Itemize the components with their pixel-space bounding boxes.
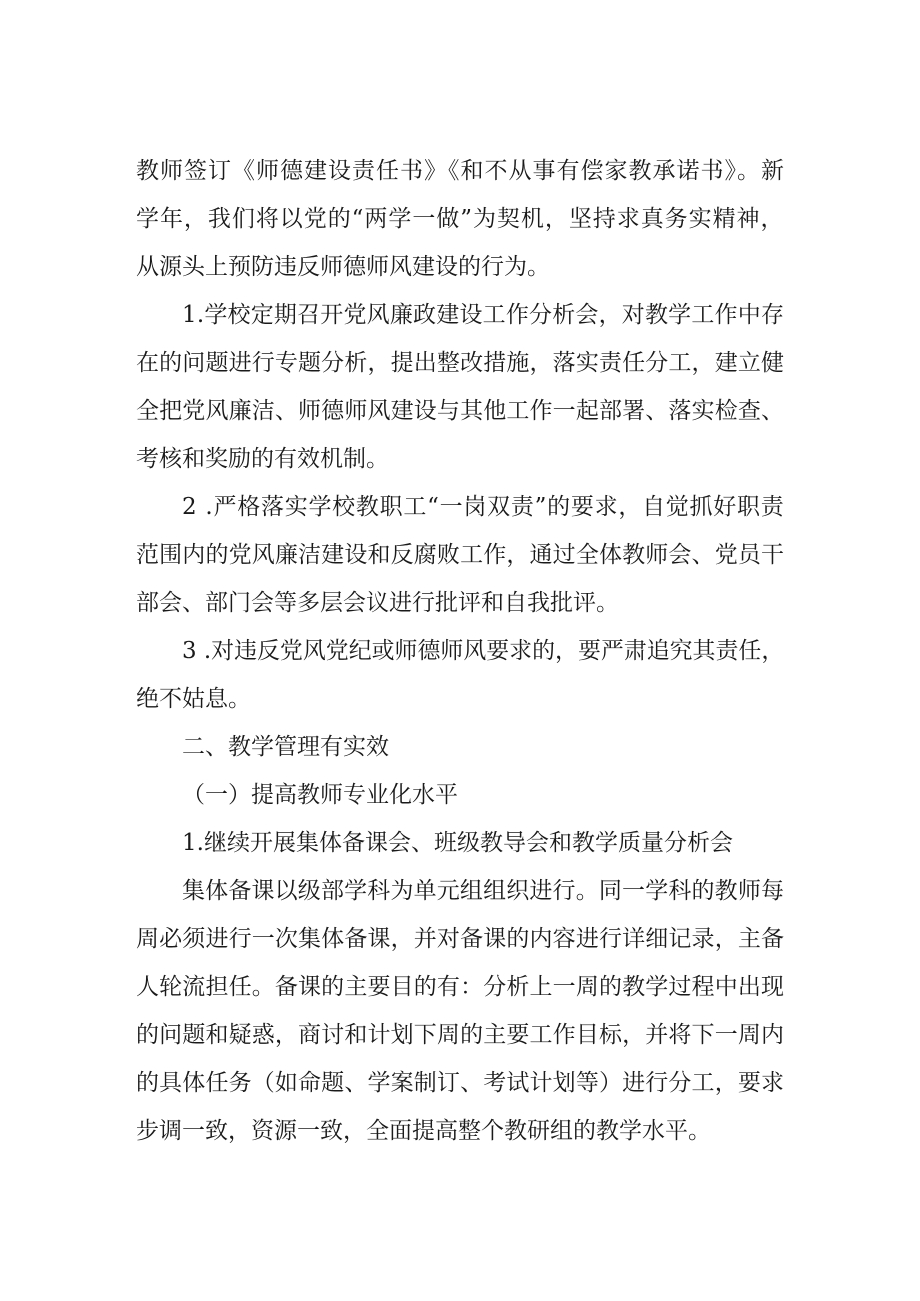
body-line-5: 的具体任务（如命题、学案制订、考试计划等）进行分工，要求 (136, 1070, 785, 1096)
item-1-line-1: 1.学校定期召开党风廉政建设工作分析会，对教学工作中存 (182, 302, 785, 328)
item-b1-heading: 1.继续开展集体备课会、班级教导会和教学质量分析会 (182, 830, 733, 856)
intro-line-1: 教师签订《师德建设责任书》《和不从事有偿家教承诺书》。新 (136, 158, 785, 184)
item-2-line-2: 范围内的党风廉洁建设和反腐败工作，通过全体教师会、党员干 (136, 542, 785, 568)
item-3-line-1: 3 .对违反党风党纪或师德师风要求的，要严肃追究其责任， (182, 638, 785, 664)
sub-heading: （一）提高教师专业化水平 (182, 782, 458, 808)
body-line-6: 步调一致，资源一致，全面提高整个教研组的教学水平。 (136, 1118, 711, 1144)
section-heading: 二、教学管理有实效 (182, 734, 389, 760)
item-1-line-3: 全把党风廉洁、师德师风建设与其他工作一起部署、落实检查、 (136, 398, 785, 424)
intro-line-3: 从源头上预防违反师德师风建设的行为。 (136, 254, 550, 280)
body-line-4: 的问题和疑惑，商讨和计划下周的主要工作目标，并将下一周内 (136, 1022, 785, 1048)
item-3-line-2: 绝不姑息。 (136, 686, 251, 712)
body-line-2: 周必须进行一次集体备课，并对备课的内容进行详细记录，主备 (136, 926, 785, 952)
body-line-3: 人轮流担任。备课的主要目的有：分析上一周的教学过程中出现 (136, 974, 785, 1000)
item-2-line-3: 部会、部门会等多层会议进行批评和自我批评。 (136, 590, 619, 616)
intro-line-2: 学年，我们将以党的“两学一做”为契机，坚持求真务实精神， (136, 206, 785, 232)
item-1-line-2: 在的问题进行专题分析，提出整改措施，落实责任分工，建立健 (136, 350, 785, 376)
item-1-line-4: 考核和奖励的有效机制。 (136, 446, 389, 472)
item-2-line-1: 2 .严格落实学校教职工“一岗双责”的要求，自觉抓好职责 (182, 494, 785, 520)
body-line-1: 集体备课以级部学科为单元组组织进行。同一学科的教师每 (182, 878, 785, 904)
